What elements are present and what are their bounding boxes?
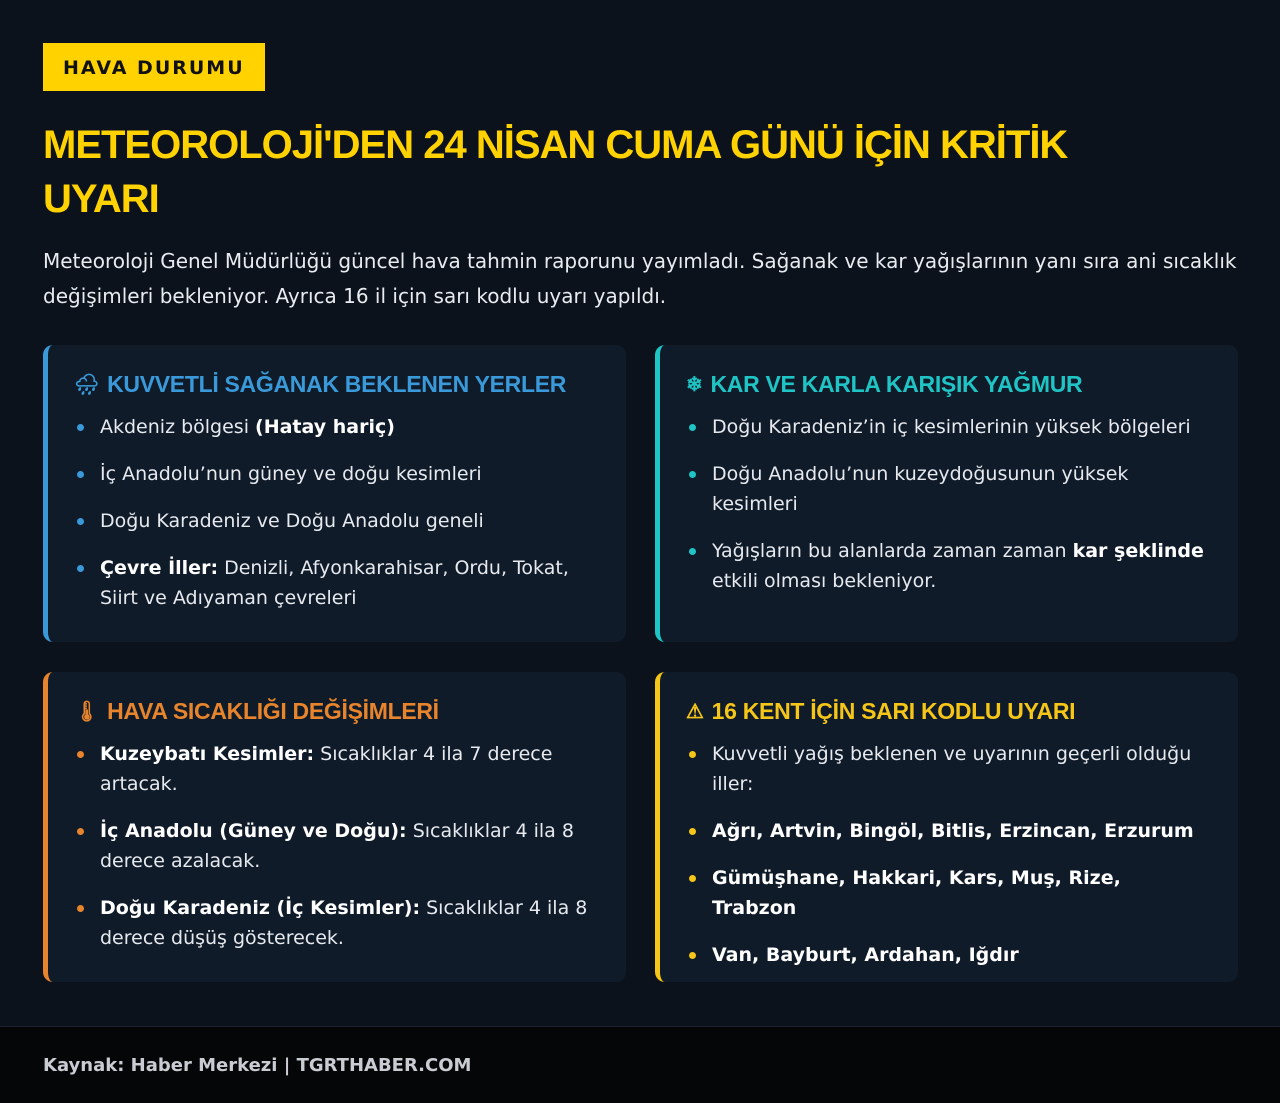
info-card [655, 345, 1238, 642]
list-item: Doğu Karadeniz (İç Kesimler): Sıcaklıklar 4 ila 8 derece düşüş gösterecek. [74, 893, 598, 953]
list-item: Kuvvetli yağış beklenen ve uyarının geçerli olduğu iller: [686, 739, 1210, 799]
list-item: Doğu Karadeniz ve Doğu Anadolu geneli [74, 506, 598, 536]
list-item: Doğu Karadeniz’in iç kesimlerinin yüksek bölgeleri [686, 412, 1210, 442]
category-badge: HAVA DURUMU [43, 43, 265, 91]
list-item: İç Anadolu’nun güney ve doğu kesimleri [74, 459, 598, 489]
card-title [686, 371, 1210, 398]
list-item: Çevre İller: Denizli, Afyonkarahisar, Ordu, Tokat, Siirt ve Adıyaman çevreleri [74, 553, 598, 613]
list-item: Doğu Anadolu’nun kuzeydoğusunun yüksek kesimleri [686, 459, 1210, 519]
list-item: Akdeniz bölgesi (Hatay hariç) [74, 412, 598, 442]
snowflake-icon: ❄ [686, 374, 703, 396]
card-title-text: 16 KENT İÇİN SARI KODLU UYARI [711, 698, 1076, 724]
list-item: İç Anadolu (Güney ve Doğu): Sıcaklıklar 4 ila 8 derece azalacak. [74, 816, 598, 876]
card-title [74, 371, 598, 398]
card-title [686, 698, 1210, 725]
intro-text: Meteoroloji Genel Müdürlüğü güncel hava tahmin raporunu yayımladı. Sağanak ve kar yağışlarının yanı sıra ani sıcaklık değişimleri bekleniyor. Ayrıca 16 il için sarı kodlu uyarı yapıldı. [43, 249, 1237, 308]
card-title [74, 698, 598, 725]
rain-cloud-icon: 🌧 [74, 374, 100, 396]
card-title-text: KUVVETLİ SAĞANAK BEKLENEN YERLER [107, 371, 567, 397]
warning-icon: ⚠ [686, 701, 704, 723]
footer-source: Kaynak: Haber Merkezi | TGRTHABER.COM [0, 1026, 1280, 1103]
info-card [655, 672, 1238, 982]
list-item: Kuzeybatı Kesimler: Sıcaklıklar 4 ila 7 derece artacak. [74, 739, 598, 799]
list-item: Yağışların bu alanlarda zaman zaman kar şeklinde etkili olması bekleniyor. [686, 536, 1210, 596]
info-card [43, 345, 626, 642]
list-item: Ağrı, Artvin, Bingöl, Bitlis, Erzincan, Erzurum [686, 816, 1210, 846]
card-title-text: HAVA SICAKLIĞI DEĞİŞİMLERİ [107, 698, 439, 724]
list-item: Gümüşhane, Hakkari, Kars, Muş, Rize, Trabzon [686, 863, 1210, 923]
card-title-text: KAR VE KARLA KARIŞIK YAĞMUR [710, 371, 1083, 397]
thermometer-icon: 🌡 [74, 701, 100, 723]
list-item: Van, Bayburt, Ardahan, Iğdır [686, 940, 1210, 970]
page-title: METEOROLOJİ'DEN 24 NİSAN CUMA GÜNÜ İÇİN KRİTİK UYARI [43, 123, 1068, 221]
info-card [43, 672, 626, 982]
